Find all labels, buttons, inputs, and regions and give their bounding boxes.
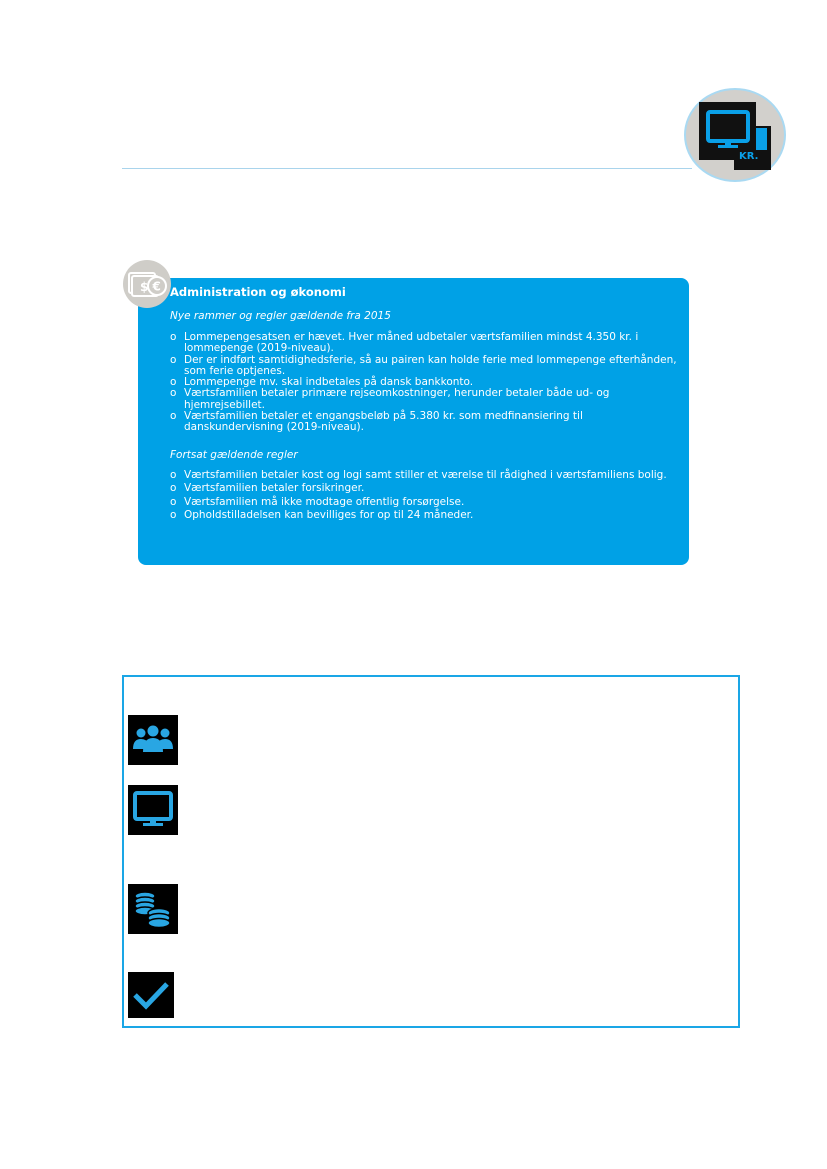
- list-item: o Værtsfamilien betaler forsikringer.: [170, 482, 679, 496]
- section-heading-existing-rules: Fortsat gældende regler: [170, 448, 298, 461]
- kr-label: KR.: [739, 151, 759, 162]
- existing-rules-list: [170, 469, 679, 523]
- list-item: o Værtsfamilien betaler kost og logi samt stiller et værelse til rådighed i værtsfamiliens bolig.: [170, 469, 679, 483]
- info-box-title: Administration og økonomi: [170, 285, 346, 299]
- header-rule: [122, 168, 692, 169]
- list-item: o Lommepengesatsen er hævet. Hver måned udbetaler værtsfamilien mindst 4.350 kr. i lommepenge (2019-niveau).: [170, 332, 679, 355]
- list-item: o Værtsfamilien må ikke modtage offentlig forsørgelse.: [170, 496, 679, 510]
- coins-icon: [128, 884, 178, 934]
- monitor-icon: [706, 110, 750, 150]
- list-item: o Værtsfamilien betaler primære rejseomkostninger, herunder betaler både ud- og hjemrejsebillet.: [170, 388, 679, 411]
- checkmark-icon: [128, 972, 174, 1018]
- list-item: o Værtsfamilien betaler et engangsbeløb på 5.380 kr. som medfinansiering til danskundervisning (2019-niveau).: [170, 411, 679, 434]
- svg-text:€: €: [152, 279, 161, 294]
- info-box: [138, 278, 689, 565]
- list-item: o Der er indført samtidighedsferie, så au pairen kan holde ferie med lommepenge efterhånden, som ferie optjenes.: [170, 355, 679, 378]
- money-icon: [123, 260, 171, 308]
- new-rules-list: [170, 332, 679, 434]
- svg-text:$: $: [140, 280, 149, 294]
- section-heading-new-rules: Nye rammer og regler gældende fra 2015: [170, 310, 391, 322]
- monitor-icon: [128, 785, 178, 835]
- list-item: o Opholdstilladelsen kan bevilliges for op til 24 måneder.: [170, 509, 679, 523]
- corner-badge: [684, 88, 786, 182]
- icon-legend-box: [122, 675, 740, 1028]
- people-group-icon: [128, 715, 178, 765]
- list-item: o Lommepenge mv. skal indbetales på dansk bankkonto.: [170, 377, 679, 388]
